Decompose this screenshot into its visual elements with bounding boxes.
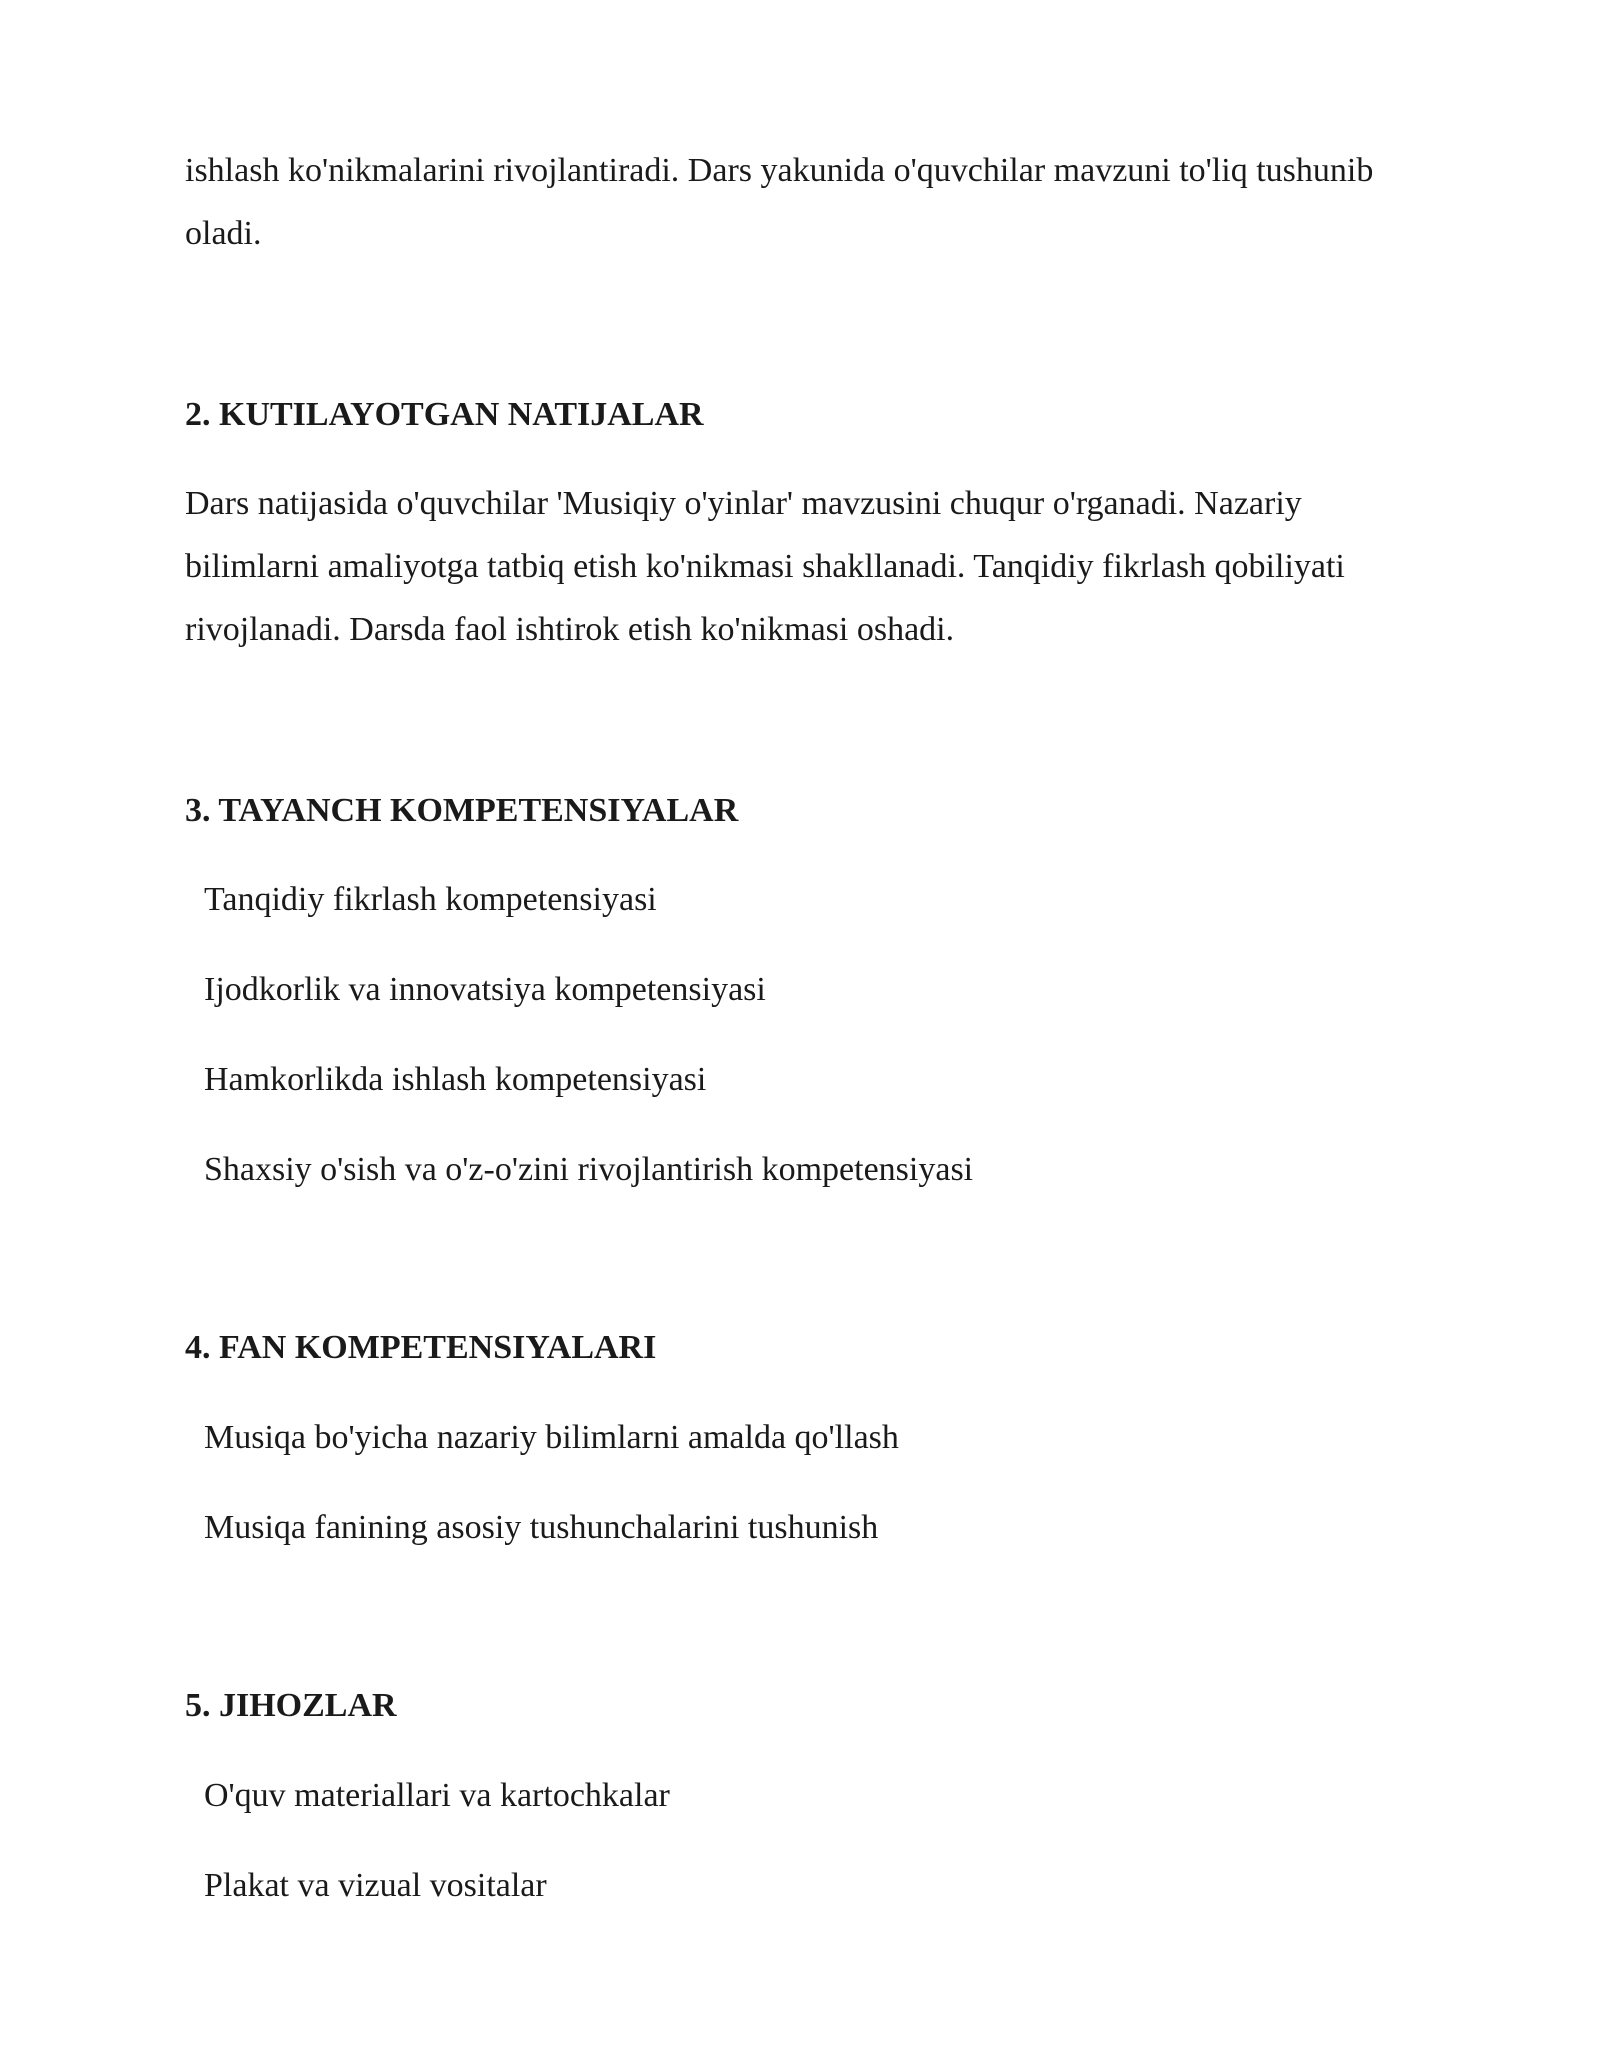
list-item: Tanqidiy fikrlash kompetensiyasi xyxy=(204,881,657,918)
expected-results-paragraph: Dars natijasida o'quvchilar 'Musiqiy o'yinlar' mavzusini chuqur o'rganadi. Nazariy bilimlarni amaliyotga tatbiq etish ko'nikmasi shakllanadi. Tanqidiy fikrlash qobiliyati rivojlanadi. Darsda faol ishtirok etish ko'nikmasi oshadi. xyxy=(185,485,1345,648)
list-item: O'quv materiallari va kartochkalar xyxy=(204,1777,670,1814)
list-item: Musiqa fanining asosiy tushunchalarini tushunish xyxy=(204,1509,879,1546)
section-heading-expected-results: 2. KUTILAYOTGAN NATIJALAR xyxy=(185,396,704,433)
list-item: Plakat va vizual vositalar xyxy=(204,1867,547,1904)
list-item: Musiqa bo'yicha nazariy bilimlarni amalda qo'llash xyxy=(204,1419,899,1456)
section-heading-subject-competencies: 4. FAN KOMPETENSIYALARI xyxy=(185,1329,657,1366)
list-item: Shaxsiy o'sish va o'z-o'zini rivojlantirish kompetensiyasi xyxy=(204,1151,974,1188)
intro-paragraph: ishlash ko'nikmalarini rivojlantiradi. Dars yakunida o'quvchilar mavzuni to'liq tushunib oladi. xyxy=(185,152,1374,252)
section-heading-core-competencies: 3. TAYANCH KOMPETENSIYALAR xyxy=(185,792,739,829)
list-item: Ijodkorlik va innovatsiya kompetensiyasi xyxy=(204,971,766,1008)
section-heading-equipment: 5. JIHOZLAR xyxy=(185,1687,397,1724)
list-item: Hamkorlikda ishlash kompetensiyasi xyxy=(204,1061,707,1098)
